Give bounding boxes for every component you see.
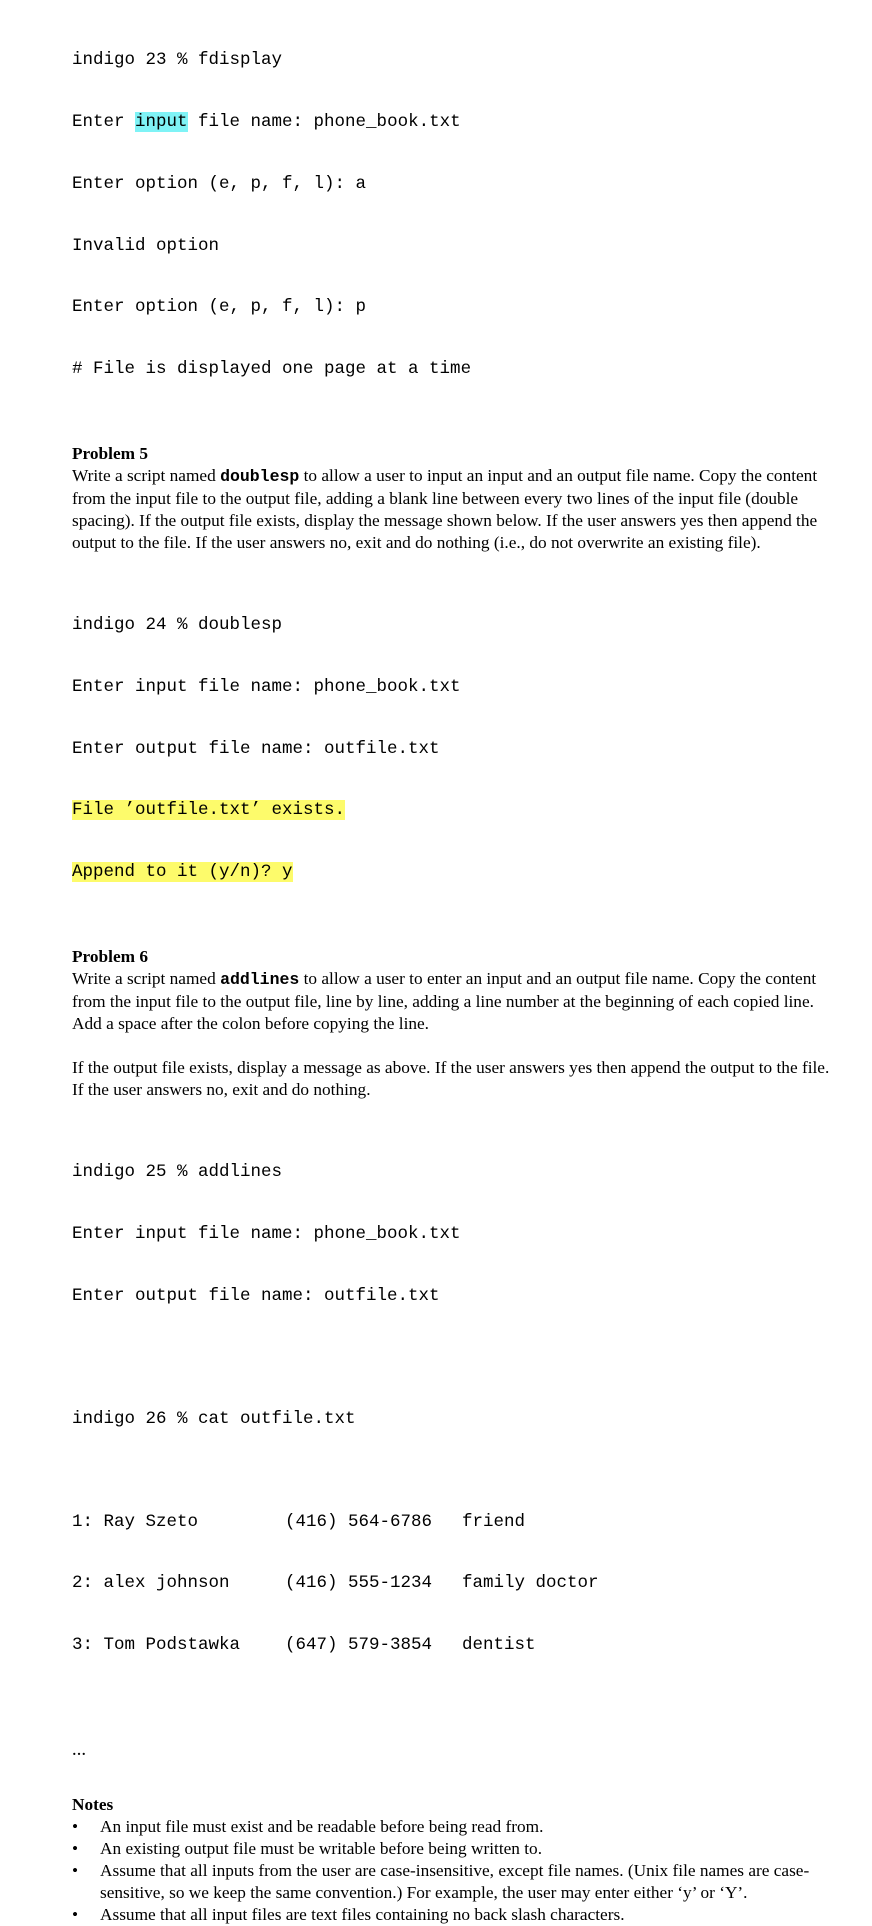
note-item bbox=[72, 1838, 832, 1860]
terminal-line: Enter option (e, p, f, l): p bbox=[72, 297, 367, 318]
contact-phone: (416) 555-1234 bbox=[285, 1573, 433, 1594]
terminal-line: Enter output file name: outfile.txt bbox=[72, 1285, 440, 1306]
note-item bbox=[72, 1816, 832, 1838]
note-item bbox=[72, 1904, 832, 1926]
terminal-session-cat bbox=[72, 1368, 832, 1739]
terminal-line: indigo 26 % cat outfile.txt bbox=[72, 1408, 356, 1429]
terminal-line: indigo 24 % doublesp bbox=[72, 615, 283, 636]
contact-phone: (416) 564-6786 bbox=[285, 1511, 433, 1532]
terminal-session-fdisplay bbox=[72, 9, 832, 421]
contact-name: 3: Tom Podstawka bbox=[72, 1635, 241, 1656]
terminal-line bbox=[72, 112, 832, 133]
terminal-line: indigo 23 % fdisplay bbox=[72, 50, 283, 71]
terminal-line: Enter input file name: phone_book.txt bbox=[72, 676, 461, 697]
description-text: Write a script named bbox=[72, 465, 221, 485]
note-text: Assume that all inputs from the user are case-insensitive, except file names. (Unix file names are case-sensitive, so we keep the same convention.) For example, the user may enter either ‘y’ or ‘Y’. bbox=[100, 1861, 810, 1903]
notes-list bbox=[72, 1816, 832, 1926]
problem-6-description bbox=[72, 968, 832, 1035]
output-row bbox=[72, 1635, 832, 1656]
contact-name: 1: Ray Szeto bbox=[72, 1511, 199, 1532]
problem-6-section bbox=[72, 946, 832, 1101]
terminal-line: Enter output file name: outfile.txt bbox=[72, 738, 440, 759]
document-page bbox=[72, 8, 832, 1926]
ellipsis: … bbox=[72, 1744, 86, 1760]
output-row bbox=[72, 1512, 832, 1533]
terminal-session-doublesp bbox=[72, 574, 832, 924]
file-output bbox=[72, 1470, 832, 1697]
contact-note: friend bbox=[462, 1511, 526, 1532]
bullet-icon: • bbox=[72, 1905, 79, 1925]
bullet-icon: • bbox=[72, 1861, 79, 1881]
terminal-line: Enter option (e, p, f, l): a bbox=[72, 173, 367, 194]
notes-section bbox=[72, 1794, 832, 1926]
terminal-line: indigo 25 % addlines bbox=[72, 1162, 283, 1183]
description-text: Write a script named bbox=[72, 968, 221, 988]
highlighted-word: input bbox=[135, 111, 188, 132]
description-text: to allow a user to enter an input and an output file name. Copy the content from the input file to the output file, line by line, adding a line number at the beginning of each copied line. Add a space after the colon before copying the line. bbox=[72, 968, 817, 1033]
script-name: addlines bbox=[220, 969, 300, 989]
contact-note: dentist bbox=[462, 1635, 536, 1656]
terminal-line bbox=[72, 800, 832, 821]
note-text: An input file must exist and be readable before being read from. bbox=[100, 1817, 544, 1837]
terminal-line: # File is displayed one page at a time bbox=[72, 359, 472, 380]
terminal-text: Enter bbox=[72, 111, 136, 132]
highlighted-message: File ’outfile.txt’ exists. bbox=[72, 800, 346, 821]
problem-5-description bbox=[72, 465, 832, 554]
problem-6-description-2: If the output file exists, display a message as above. If the user answers yes then append the output to the file. If the user answers no, exit and do nothing. bbox=[72, 1057, 830, 1099]
contact-note: family doctor bbox=[462, 1573, 599, 1594]
bullet-icon: • bbox=[72, 1839, 79, 1859]
contact-phone: (647) 579-3854 bbox=[285, 1635, 433, 1656]
bullet-icon: • bbox=[72, 1817, 79, 1837]
problem-5-section bbox=[72, 443, 832, 554]
problem-6-heading: Problem 6 bbox=[72, 946, 148, 966]
terminal-text: file name: phone_book.txt bbox=[187, 111, 461, 132]
contact-name: 2: alex johnson bbox=[72, 1573, 230, 1594]
terminal-line: Enter input file name: phone_book.txt bbox=[72, 1223, 461, 1244]
terminal-line: Invalid option bbox=[72, 235, 220, 256]
note-item bbox=[72, 1860, 832, 1904]
description-text: to allow a user to input an input and an output file name. Copy the content from the input file to the output file, adding a blank line between every two lines of the input file (double spacing). If the output file exists, display the message shown below. If the user answers yes then append the output to the file. If the user answers no, exit and do nothing (i.e., do not overwrite an existing file). bbox=[72, 465, 818, 552]
script-name: doublesp bbox=[220, 466, 300, 486]
output-row bbox=[72, 1573, 832, 1594]
note-text: Assume that all input files are text files containing no back slash characters. bbox=[100, 1905, 625, 1925]
terminal-line bbox=[72, 862, 832, 883]
terminal-session-addlines bbox=[72, 1121, 832, 1348]
highlighted-message: Append to it (y/n)? y bbox=[72, 862, 293, 883]
problem-5-heading: Problem 5 bbox=[72, 443, 148, 463]
notes-heading: Notes bbox=[72, 1795, 114, 1815]
note-text: An existing output file must be writable before being written to. bbox=[100, 1839, 543, 1859]
